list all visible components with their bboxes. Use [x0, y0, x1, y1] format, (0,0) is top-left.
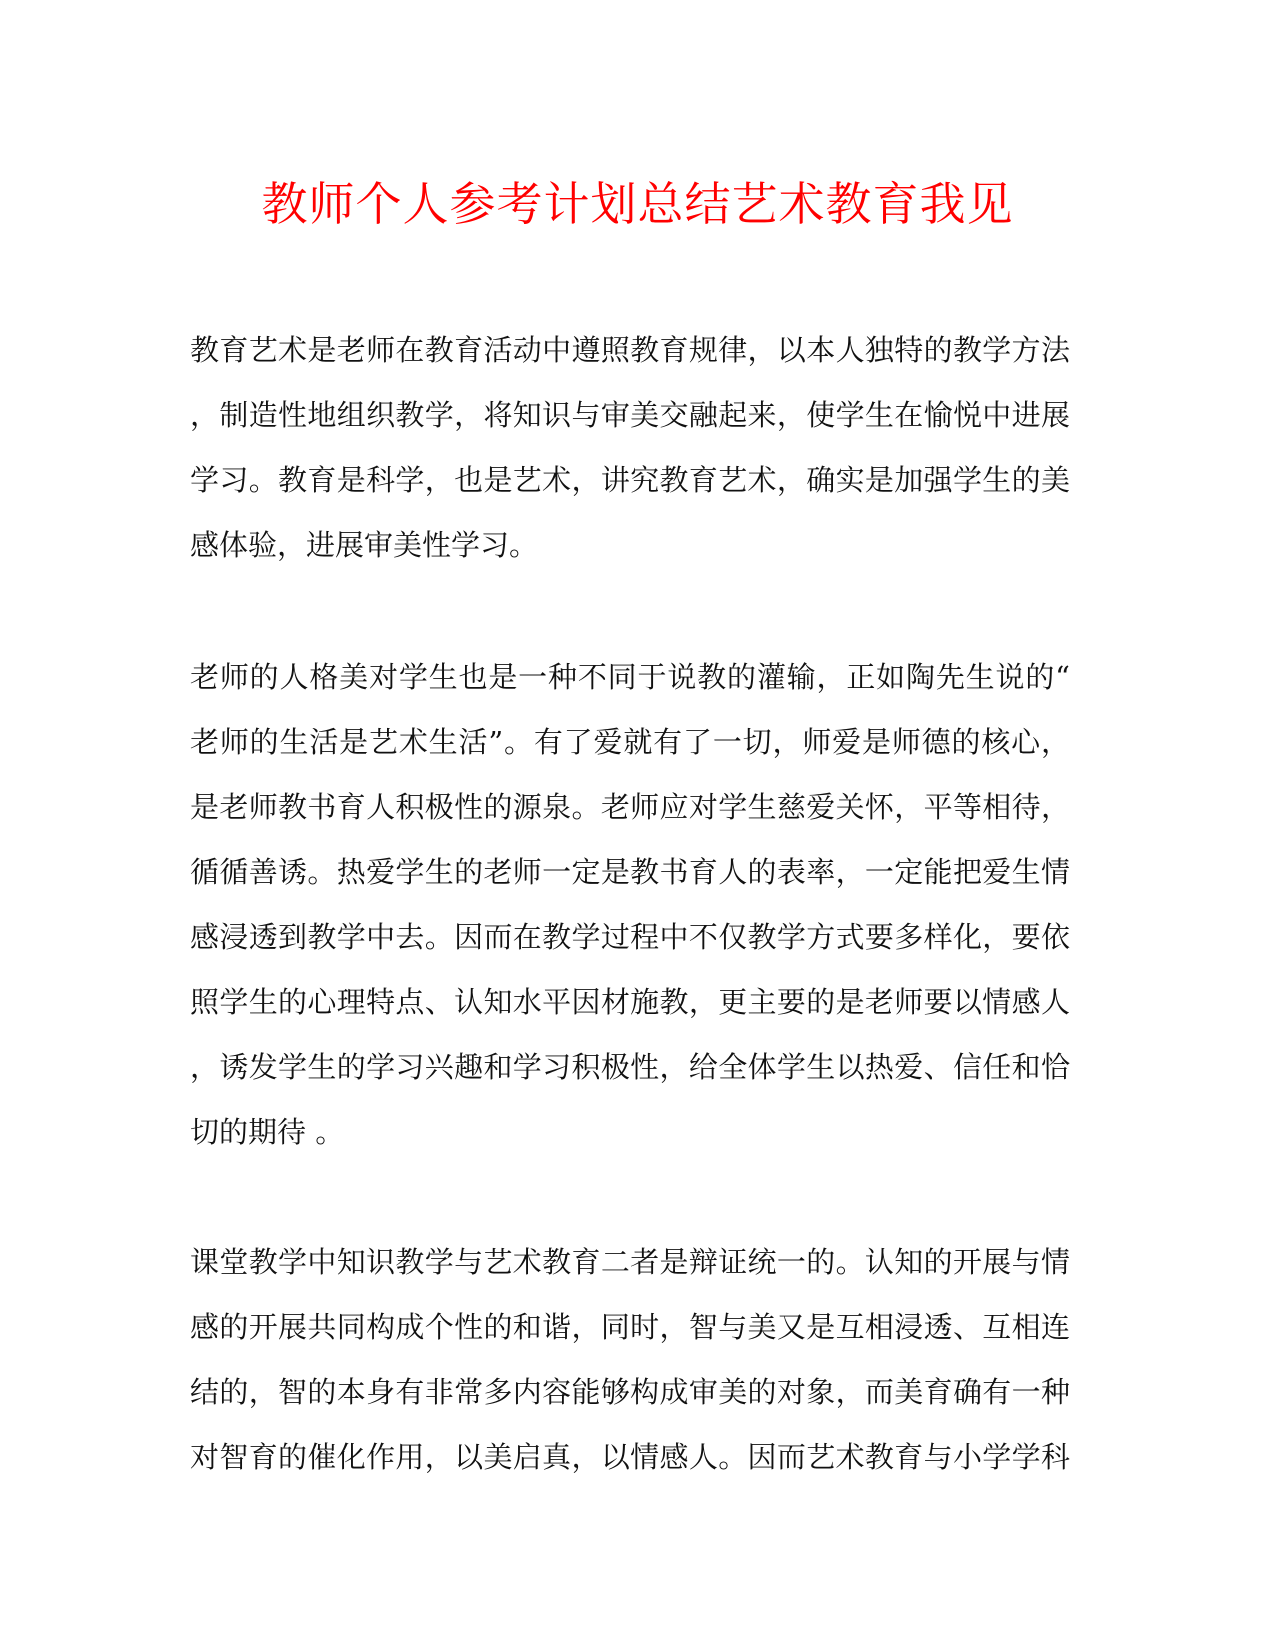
paragraph-line: 感浸透到教学中去。因而在教学过程中不仅教学方式要多样化，要依 — [190, 920, 1070, 954]
paragraph-line: 老师的生活是艺术生活”。有了爱就有了一切，师爱是师德的核心， — [190, 725, 1070, 759]
paragraph-line: 切的期待 。 — [190, 1115, 345, 1149]
document-title: 教师个人参考计划总结艺术教育我见 — [261, 177, 1014, 231]
paragraph-line: 老师的人格美对学生也是一种不同于说教的灌输，正如陶先生说的“ — [190, 660, 1070, 694]
paragraph-line: 照学生的心理特点、认知水平因材施教，更主要的是老师要以情感人 — [190, 985, 1070, 1019]
paragraph-line: 循循善诱。热爱学生的老师一定是教书育人的表率，一定能把爱生情 — [190, 855, 1070, 889]
paragraph-line: 感的开展共同构成个性的和谐，同时，智与美又是互相浸透、互相连 — [190, 1310, 1070, 1344]
paragraph-line: 课堂教学中知识教学与艺术教育二者是辩证统一的。认知的开展与情 — [190, 1245, 1070, 1279]
paragraph-line: ，诱发学生的学习兴趣和学习积极性，给全体学生以热爱、信任和恰 — [190, 1050, 1070, 1084]
paragraph-line: 是老师教书育人积极性的源泉。老师应对学生慈爱关怀，平等相待， — [190, 790, 1070, 824]
paragraph-line: 教育艺术是老师在教育活动中遵照教育规律，以本人独特的教学方法 — [190, 333, 1070, 367]
paragraph-2 — [190, 645, 1070, 1165]
paragraph-line: ，制造性地组织教学，将知识与审美交融起来，使学生在愉悦中进展 — [190, 398, 1070, 432]
paragraph-1 — [190, 318, 1070, 578]
paragraph-line: 学习。教育是科学，也是艺术，讲究教育艺术，确实是加强学生的美 — [190, 463, 1070, 497]
paragraph-3 — [190, 1230, 1070, 1490]
paragraph-line: 感体验，进展审美性学习。 — [190, 528, 539, 562]
paragraph-line: 对智育的催化作用，以美启真，以情感人。因而艺术教育与小学学科 — [190, 1440, 1070, 1474]
paragraph-line: 结的，智的本身有非常多内容能够构成审美的对象，而美育确有一种 — [190, 1375, 1070, 1409]
